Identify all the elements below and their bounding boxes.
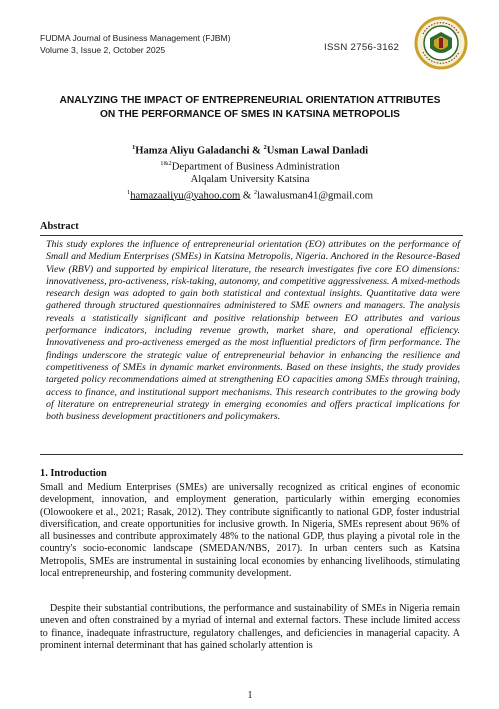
issn-number: ISSN 2756-3162 xyxy=(324,42,400,53)
email-1-link[interactable]: hamazaaliyu@yahoo.com xyxy=(130,190,241,202)
journal-header xyxy=(40,32,470,66)
author-1-name: Hamza Aliyu Galadanchi & xyxy=(135,145,264,157)
introduction-paragraph-2: Despite their substantial contributions, the performance and sustainability of SMEs in Nigeria remain uneven and often constrained by a myriad of internal and external factors. These include limited access to finance, inadequate infrastructure, regulatory challenges, and deficiencies in managerial capacity. A prominent internal determinant that has gained scholarly attention is xyxy=(40,603,460,651)
abstract-box xyxy=(40,235,463,455)
journal-volume: Volume 3, Issue 2, October 2025 xyxy=(40,45,166,55)
paper-title xyxy=(30,94,470,122)
email-2-sup: 2 xyxy=(253,188,258,196)
email-separator: & xyxy=(240,190,254,202)
department-sup: 1&2 xyxy=(160,160,172,168)
author-names xyxy=(60,142,440,158)
page-number: 1 xyxy=(247,690,253,701)
author-emails xyxy=(60,187,440,203)
university-crest-icon xyxy=(414,16,468,70)
author-department xyxy=(60,158,440,174)
title-line-1: ANALYZING THE IMPACT OF ENTREPRENEURIAL ORIENTATION ATTRIBUTES xyxy=(59,95,441,106)
email-1-sup: 1 xyxy=(126,188,131,196)
author-1-sup: 1 xyxy=(131,144,136,151)
author-2-name: Usman Lawal Danladi xyxy=(266,145,369,157)
abstract-heading: Abstract xyxy=(40,221,79,232)
introduction-heading: 1. Introduction xyxy=(40,468,107,479)
title-line-2: ON THE PERFORMANCE OF SMES IN KATSINA METROPOLIS xyxy=(100,109,400,120)
author-block xyxy=(60,142,440,203)
introduction-paragraph-1: Small and Medium Enterprises (SMEs) are universally recognized as critical engines of economic development, innovation, and employment generation, particularly within emerging economies (Olowookere et al., 2021; Rasak, 2012). They contribute significantly to national GDP, foster industrial diversification, and create opportunities for inclusive growth. In Nigeria, SMEs represent about 96% of all businesses and contribute approximately 48% to the national GDP, thus playing a pivotal role in the country's socio-economic landscape (SMEDAN/NBS, 2017). In urban centers such as Katsina Metropolis, SMEs are instrumental in sustaining local economies by enhancing livelihoods, stimulating local entrepreneurship, and fostering community development. xyxy=(40,482,460,580)
abstract-text: This study explores the influence of entrepreneurial orientation (EO) attributes on the performance of Small and Medium Enterprises (SMEs) in Katsina Metropolis, Nigeria. Anchored in the Resource-Based View (RBV) and supported by empirical literature, the research investigates five core EO dimensions: innovativeness, pro-activeness, risk-taking, autonomy, and competitive aggressiveness. A mixed-methods research design was adopted to gain both statistical and contextual insights. Quantitative data were gathered through structured questionnaires administered to SME owners and managers. The analysis reveals a statistically significant and positive relationship between EO attributes and various performance indicators, including revenue growth, market share, and operational efficiency. Innovativeness and pro-activeness emerged as the most influential predictors of firm performance. The findings underscore the strategic value of entrepreneurial behavior in enhancing the resilience and competitiveness of SMEs in dynamic market environments. Based on these insights, the study provides targeted policy recommendations aimed at strengthening EO capacities among SMEs through training, access to finance, and institutional support mechanisms. This research contributes to the growing body of literature on entrepreneurial strategy in emerging economies and offers practical implications for both business development practitioners and policymakers. xyxy=(46,239,460,423)
department-name: Department of Business Administration xyxy=(171,161,340,173)
journal-name: FUDMA Journal of Business Management (FJBM) xyxy=(40,33,231,43)
author-university: Alqalam University Katsina xyxy=(190,174,310,186)
email-2: lawalusman41@gmail.com xyxy=(257,190,374,202)
author-2-sup: 2 xyxy=(263,144,267,151)
